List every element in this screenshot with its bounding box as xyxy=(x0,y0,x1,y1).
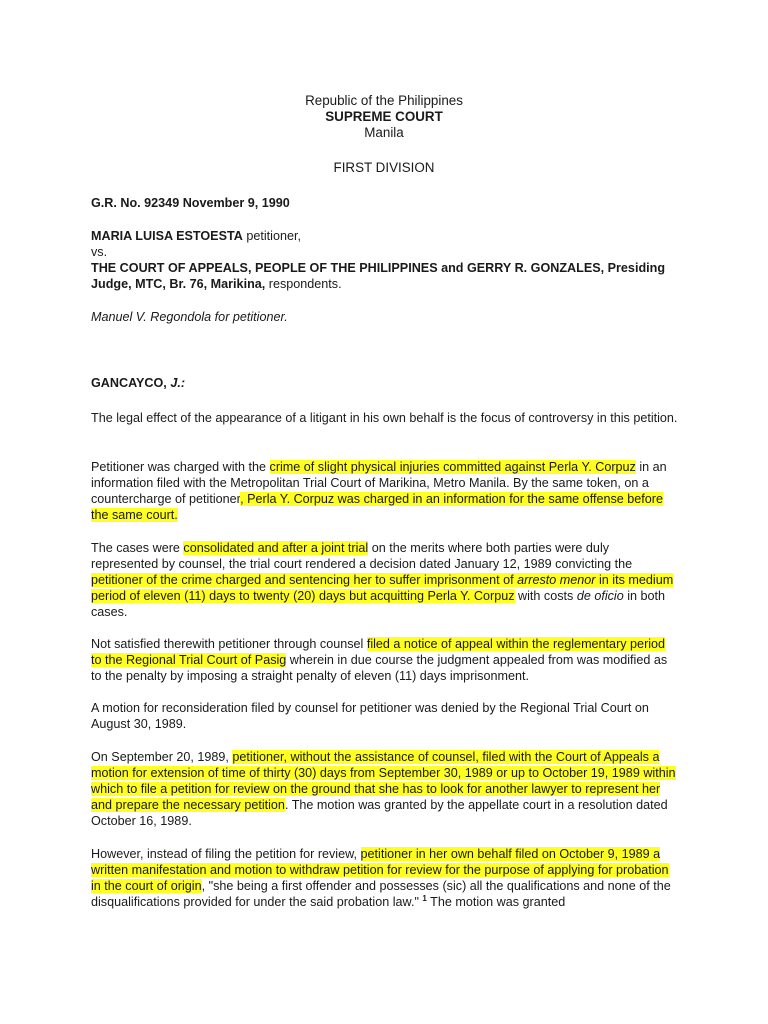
counsel-line: Manuel V. Regondola for petitioner. xyxy=(91,310,288,324)
text-span: Not satisfied therewith petitioner through counsel xyxy=(91,637,367,651)
highlight-span: , Perla Y. Corpuz was charged in an information for the same offense before the same court. xyxy=(91,492,663,522)
highlight-span: petitioner in her own behalf filed on October 9, 1989 a written manifestation and motion to withdraw petition for review for the purpose of applying for probation in the court of origin xyxy=(91,847,669,893)
ponente-title: J.: xyxy=(170,376,186,390)
respondents-names: THE COURT OF APPEALS, PEOPLE OF THE PHILIPPINES and GERRY R. GONZALES, Presiding Judge, MTC, Br. 76, Marikina, xyxy=(91,261,666,291)
text-span: in an information filed with the Metropolitan Trial Court of Marikina, Metro Manila. By the same token, on a countercharge of petitioner xyxy=(91,460,667,506)
republic-line: Republic of the Philippines xyxy=(305,93,463,108)
court-name: SUPREME COURT xyxy=(325,109,443,124)
versus: vs. xyxy=(91,245,108,259)
text-span: wherein in due course the judgment appealed from was modified as to the penalty by imposing a straight penalty of eleven (11) days imprisonment. xyxy=(91,653,668,683)
paragraph-1: The legal effect of the appearance of a litigant in his own behalf is the focus of controversy in this petition. xyxy=(91,411,678,425)
text-span: However, instead of filing the petition for review, xyxy=(91,847,361,861)
ponente-name: GANCAYCO, xyxy=(91,376,171,390)
highlight-span: consolidated and after a joint trial xyxy=(183,541,369,555)
paragraph-4 xyxy=(91,636,679,684)
highlight-span: petitioner of the crime charged and sentencing her to suffer imprisonment of xyxy=(91,573,518,587)
highlight-span: arresto menor xyxy=(517,573,596,587)
court-city: Manila xyxy=(364,125,404,140)
case-parties xyxy=(91,228,691,292)
paragraph-5: A motion for reconsideration filed by counsel for petitioner was denied by the Regional Trial Court on August 30, 1989. xyxy=(91,701,649,731)
respondents-role: respondents. xyxy=(265,277,342,291)
text-span: with costs xyxy=(514,589,577,603)
highlight-span: filed a notice of appeal within the reglementary period to the Regional Trial Court of Pasig xyxy=(91,637,666,667)
highlight-span: crime of slight physical injuries committed against Perla Y. Corpuz xyxy=(269,460,636,474)
ponente xyxy=(91,375,679,391)
paragraph-7 xyxy=(91,846,679,910)
highlight-span: petitioner, without the assistance of counsel, filed with the Court of Appeals a motion for extension of time of thirty (30) days from September 30, 1989 or up to October 19, 1989 within which to file a petition for review on the ground that she has to look for another lawyer to represent her and prepare the necessary petition xyxy=(91,750,676,812)
text-span: de oficio xyxy=(576,589,624,603)
text-span: on the merits where both parties were duly represented by counsel, the trial court rendered a decision dated January 12, 1989 convicting the xyxy=(91,541,633,571)
text-span: On September 20, 1989, xyxy=(91,750,233,764)
paragraph-6 xyxy=(91,749,679,829)
text-span: . The motion was granted by the appellate court in a resolution dated October 16, 1989. xyxy=(91,798,668,828)
footnote-marker[interactable]: 1 xyxy=(422,894,427,903)
text-span: in both cases. xyxy=(91,589,666,619)
paragraph-3 xyxy=(91,540,679,620)
text-span: , "she being a first offender and possesses (sic) all the qualifications and none of the disqualifications provided for under the said probation law." xyxy=(91,879,671,909)
petitioner-role: petitioner, xyxy=(242,229,301,243)
text-span: Petitioner was charged with the xyxy=(91,460,270,474)
division-title: FIRST DIVISION xyxy=(333,160,435,175)
paragraph-2 xyxy=(91,459,679,523)
petitioner-name: MARIA LUISA ESTOESTA xyxy=(91,229,243,243)
text-span: The motion was granted xyxy=(426,895,566,909)
case-number: G.R. No. 92349 November 9, 1990 xyxy=(91,196,290,210)
text-span: The cases were xyxy=(91,541,184,555)
highlight-span: in its medium period of eleven (11) days to twenty (20) days but acquitting Perla Y. Corpuz xyxy=(91,573,674,603)
